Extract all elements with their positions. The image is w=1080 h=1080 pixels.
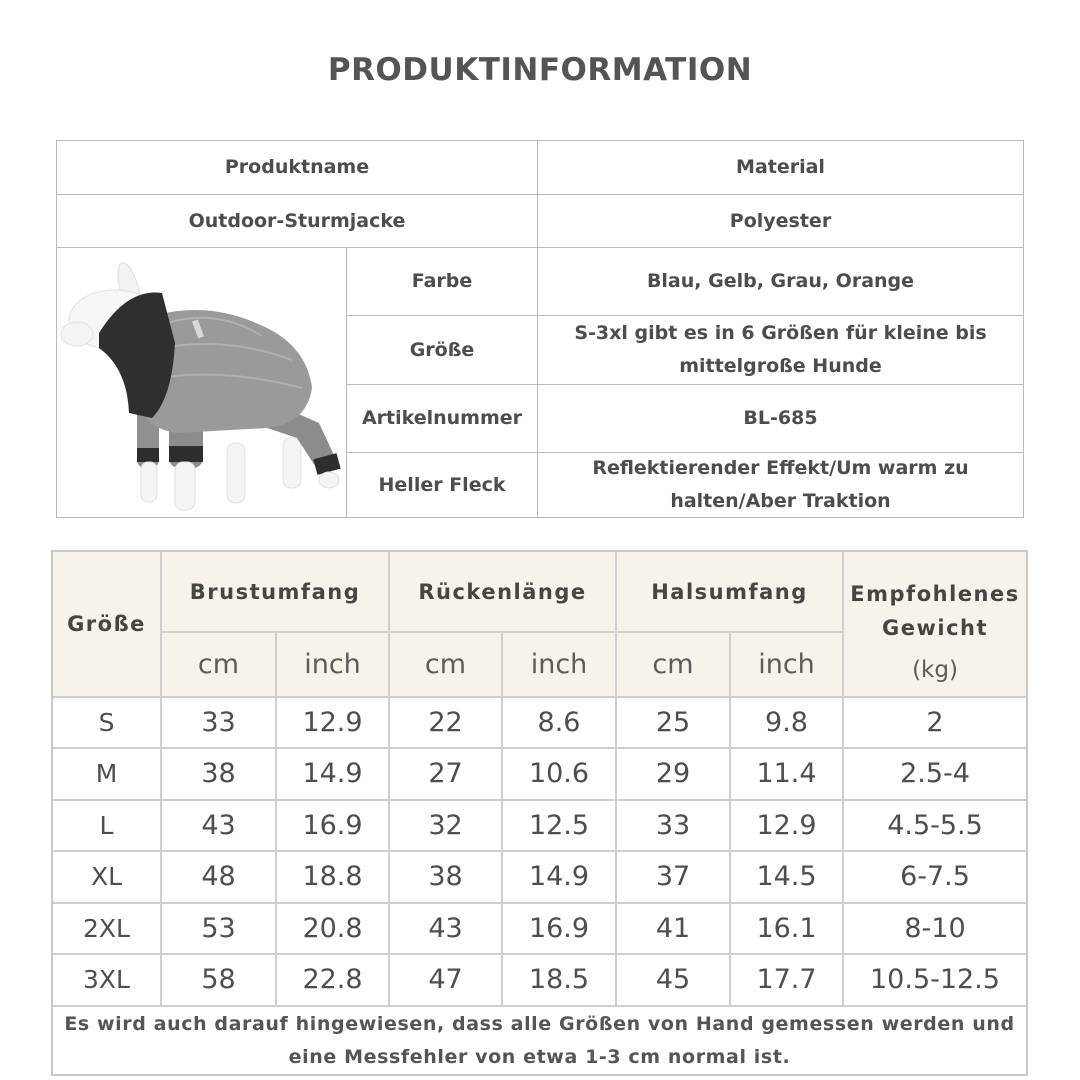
size-label: XL: [90, 862, 123, 891]
measurement-cell: 25: [655, 707, 691, 738]
measurement-cell: 48: [201, 861, 236, 892]
measurement-cell: 58: [201, 964, 236, 995]
measurement-cell: 14.9: [302, 758, 363, 789]
measurement-cell: 18.8: [302, 861, 363, 892]
measurement-cell: 11.4: [756, 758, 817, 789]
measurement-cell: 37: [655, 861, 691, 892]
measurement-cell: 29: [655, 758, 691, 789]
chest-header: Brustumfang: [189, 579, 361, 604]
weight-cell: 4.5-5.5: [887, 810, 983, 841]
material-value: Polyester: [729, 209, 832, 232]
detail-value-farbe: Blau, Gelb, Grau, Orange: [646, 270, 915, 292]
measurement-note: Es wird auch darauf hingewiesen, dass alle Größen von Hand gemessen werden und eine Messfehler von etwa 1-3 cm normal ist.: [64, 1012, 1015, 1068]
weight-header: Empfohlenes Gewicht: [850, 582, 1020, 640]
measurement-cell: 43: [201, 810, 236, 841]
back-length-header: Rückenlänge: [418, 579, 587, 604]
measurement-cell: 18.5: [528, 964, 590, 995]
measurement-cell: 22: [428, 707, 463, 738]
measurement-cell: 38: [428, 861, 463, 892]
detail-label-heller-fleck: Heller Fleck: [378, 473, 506, 496]
unit-inch: inch: [530, 649, 588, 680]
weight-unit: (kg): [912, 657, 958, 683]
size-label: S: [98, 708, 115, 737]
measurement-cell: 12.5: [528, 810, 590, 841]
size-column-header: Größe: [67, 612, 146, 636]
product-name-value: Outdoor-Sturmjacke: [188, 209, 406, 232]
measurement-cell: 38: [201, 758, 236, 789]
size-label: 3XL: [83, 965, 130, 994]
measurement-cell: 16.9: [302, 810, 363, 841]
measurement-cell: 47: [428, 964, 463, 995]
detail-label-farbe: Farbe: [411, 270, 473, 292]
size-chart-table: [51, 550, 1028, 1076]
page-title: PRODUKTINFORMATION: [327, 52, 753, 88]
unit-cm: cm: [652, 649, 694, 680]
unit-inch: inch: [304, 649, 361, 680]
measurement-cell: 53: [201, 913, 236, 944]
measurement-cell: 20.8: [302, 913, 363, 944]
measurement-cell: 17.7: [756, 964, 817, 995]
measurement-cell: 27: [428, 758, 463, 789]
weight-cell: 2.5-4: [900, 758, 970, 789]
detail-value-heller-fleck: Reflektierender Effekt/Um warm zu halten/Aber Traktion: [592, 457, 969, 512]
measurement-cell: 22.8: [302, 964, 363, 995]
detail-label-artikelnummer: Artikelnummer: [361, 407, 523, 429]
measurement-cell: 16.1: [756, 913, 817, 944]
neck-header: Halsumfang: [651, 579, 808, 604]
measurement-cell: 32: [428, 810, 463, 841]
measurement-cell: 45: [655, 964, 691, 995]
detail-value-artikelnummer: BL-685: [743, 407, 818, 429]
size-label: M: [95, 759, 118, 788]
material-header: Material: [736, 156, 825, 178]
size-label: 2XL: [83, 914, 130, 943]
measurement-cell: 9.8: [765, 707, 808, 738]
dog-jacket-illustration: [57, 248, 346, 518]
measurement-cell: 43: [428, 913, 463, 944]
measurement-cell: 8.6: [537, 707, 581, 738]
measurement-cell: 33: [655, 810, 691, 841]
weight-cell: 6-7.5: [900, 861, 970, 892]
measurement-cell: 14.9: [528, 861, 590, 892]
weight-cell: 10.5-12.5: [870, 964, 1000, 995]
unit-inch: inch: [758, 649, 815, 680]
size-label: L: [99, 811, 114, 840]
unit-cm: cm: [424, 649, 467, 680]
weight-cell: 8-10: [904, 913, 966, 944]
measurement-cell: 41: [655, 913, 691, 944]
measurement-cell: 10.6: [528, 758, 590, 789]
measurement-cell: 12.9: [302, 707, 363, 738]
unit-cm: cm: [197, 649, 240, 680]
product-info-table: [56, 140, 1024, 518]
measurement-cell: 16.9: [528, 913, 590, 944]
product-name-header: Produktname: [224, 156, 370, 178]
detail-value-groesse: S-3xl gibt es in 6 Größen für kleine bis mittelgroße Hunde: [574, 322, 987, 377]
product-image: [57, 248, 346, 518]
weight-cell: 2: [926, 707, 944, 738]
detail-label-groesse: Größe: [409, 338, 475, 361]
measurement-cell: 33: [201, 707, 236, 738]
measurement-cell: 12.9: [756, 810, 817, 841]
measurement-cell: 14.5: [756, 861, 817, 892]
